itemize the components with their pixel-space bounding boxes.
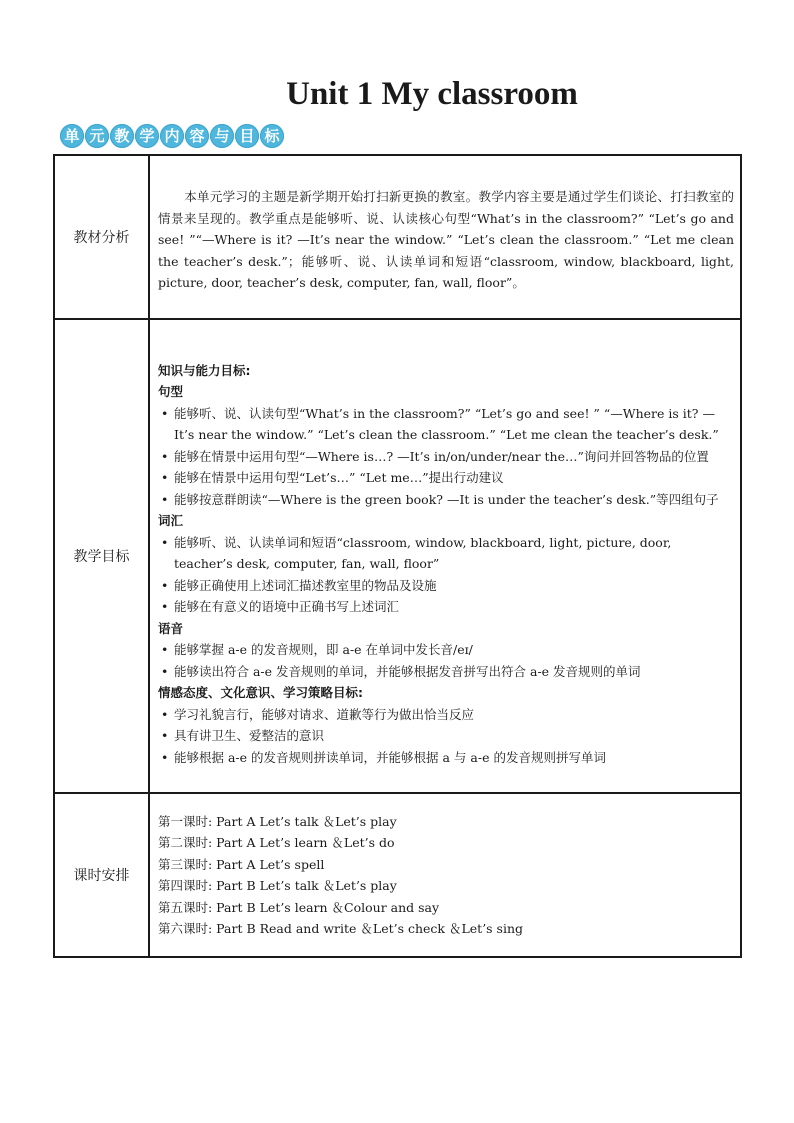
banner-char: 内 xyxy=(160,124,184,148)
phonics-heading: 语音 xyxy=(158,620,184,636)
list-item: • 能够正确使用上述词汇描述教室里的物品及设施 xyxy=(158,575,734,597)
banner-char: 目 xyxy=(235,124,259,148)
bullet: • xyxy=(161,534,169,550)
bullet: • xyxy=(161,470,169,486)
goals-cell xyxy=(149,319,741,793)
list-item: • 能够在有意义的语境中正确书写上述词汇 xyxy=(158,596,734,618)
lesson-item: 第一课时: Part A Let’s talk ＆Let’s play xyxy=(158,813,397,829)
list-item: • 能够读出符合 a-e 发音规则的单词，并能够根据发音拼写出符合 a-e 发音规则的单词 xyxy=(158,661,734,683)
table-row xyxy=(54,319,741,793)
list-item: • 能够掌握 a-e 的发音规则，即 a-e 在单词中发长音/eɪ/ xyxy=(158,639,734,661)
bullet: • xyxy=(161,642,169,658)
list-item: • 学习礼貌言行，能够对请求、道歉等行为做出恰当反应 xyxy=(158,704,734,726)
list-item: • 能够听、说、认读单词和短语“classroom, window, blackboard, light, picture, door, teacher’s desk, computer, fan, wall, floor” xyxy=(158,532,734,575)
banner-char: 单 xyxy=(60,124,84,148)
list-item: • 能够在情景中运用句型“Let’s…” “Let me…”提出行动建议 xyxy=(158,467,734,489)
row-label-analysis: 教材分析 xyxy=(54,155,149,319)
goals-list xyxy=(158,344,734,769)
bullet: • xyxy=(161,706,169,722)
banner-char: 学 xyxy=(135,124,159,148)
list-item: • 能够听、说、认读句型“What’s in the classroom?” “Let’s go and see! ” “—Where is it? —It’s near the window.” “Let’s clean the classroom.” “Let me clean the teacher’s desk.” xyxy=(158,403,734,446)
lesson-item: 第四课时: Part B Let’s talk ＆Let’s play xyxy=(158,878,397,893)
banner-char: 与 xyxy=(210,124,234,148)
analysis-text: 本单元学习的主题是新学期开始打扫新更换的教室。教学内容主要是通过学生们谈论、打扫教室的情景来呈现的。教学重点是能够听、说、认读核心句型“What’s in the classroom?” “Let’s go and see! ”“—Where is it? —It’s near the window.” “Let’s clean the classroom.” “Let me clean the teacher’s desk.”；能够听、说、认读单词和短语“classroom, window, blackboard, light, picture, door, teacher’s desk, computer, fan, wall, floor”。 xyxy=(158,189,734,291)
bullet: • xyxy=(161,448,169,464)
table-row xyxy=(54,155,741,319)
bullet: • xyxy=(161,599,169,615)
banner-char: 标 xyxy=(260,124,284,148)
list-item: • 能够根据 a-e 的发音规则拼读单词，并能够根据 a 与 a-e 的发音规则拼写单词 xyxy=(158,747,734,769)
section-banner xyxy=(60,124,284,152)
bullet: • xyxy=(161,728,169,744)
bullet: • xyxy=(161,405,169,421)
sentence-heading: 句型 xyxy=(158,384,184,400)
bullet: • xyxy=(161,749,169,765)
lesson-item: 第六课时: Part B Read and write ＆Let’s check ＆Let’s sing xyxy=(158,921,524,936)
unit-plan-table xyxy=(53,154,742,958)
list-item: • 能够在情景中运用句型“—Where is…? —It’s in/on/under/near the…”询问并回答物品的位置 xyxy=(158,446,734,468)
banner-char: 容 xyxy=(185,124,209,148)
bullet: • xyxy=(161,577,169,593)
bullet: • xyxy=(161,491,169,507)
row-label-schedule: 课时安排 xyxy=(54,793,149,957)
table-row xyxy=(54,793,741,957)
bullet: • xyxy=(161,663,169,679)
attitude-goals-heading: 情感态度、文化意识、学习策略目标: xyxy=(158,685,363,701)
banner-char: 元 xyxy=(85,124,109,148)
vocab-heading: 词汇 xyxy=(158,513,184,529)
lesson-item: 第二课时: Part A Let’s learn ＆Let’s do xyxy=(158,835,395,850)
schedule-cell xyxy=(149,793,741,957)
lesson-item: 第五课时: Part B Let’s learn ＆Colour and say xyxy=(158,899,440,915)
row-label-goals: 教学目标 xyxy=(54,319,149,793)
schedule-list xyxy=(158,811,734,940)
analysis-cell xyxy=(149,155,741,319)
banner-char: 教 xyxy=(110,124,134,148)
page-title: Unit 1 My classroom xyxy=(286,76,578,112)
list-item: • 能够按意群朗读“—Where is the green book? —It is under the teacher’s desk.”等四组句子 xyxy=(158,489,734,511)
lesson-item: 第三课时: Part A Let’s spell xyxy=(158,856,325,872)
list-item: • 具有讲卫生、爱整洁的意识 xyxy=(158,725,734,747)
knowledge-goals-heading: 知识与能力目标: xyxy=(158,362,251,378)
